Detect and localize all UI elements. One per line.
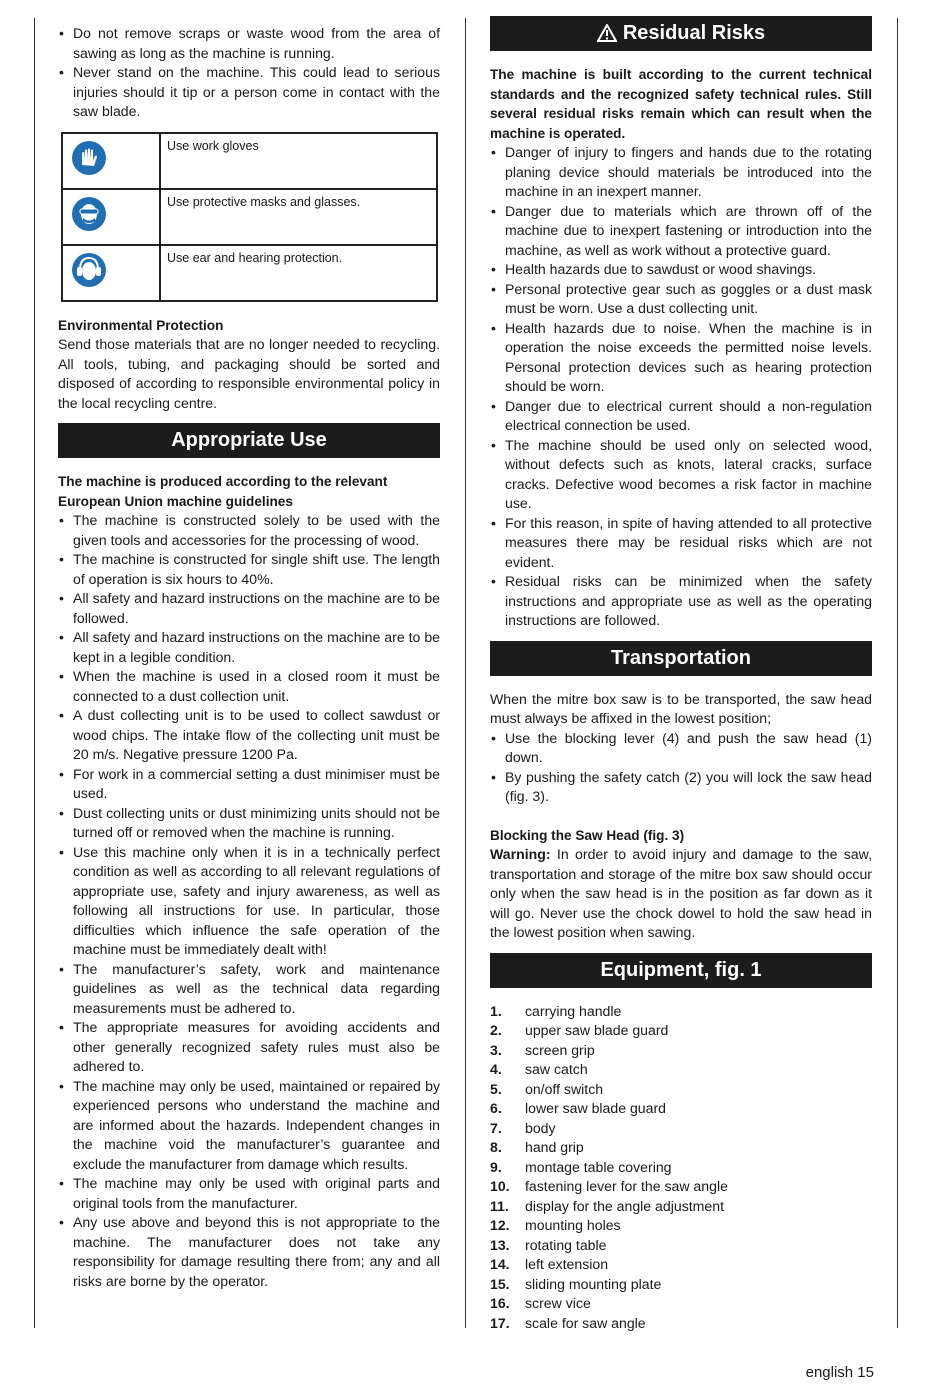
list-item: • By pushing the safety catch (2) you will lock the saw head (fig. 3). <box>490 768 872 807</box>
part-number: 2. <box>490 1022 502 1038</box>
list-item <box>490 1041 872 1061</box>
list-item: • Health hazards due to noise. When the machine is in operation the noise exceeds the permitted noise levels. Personal protection devices such as hearing protection should be worn. <box>490 319 872 397</box>
list-item: • For this reason, in spite of having attended to all protective measures there may be residual risks which are not evident. <box>490 514 872 573</box>
use-bullets <box>58 511 440 1291</box>
list-item <box>490 1314 872 1334</box>
warning-text: In order to avoid injury and damage to the saw, transportation and storage of the mitre box saw should occur only when the saw head is in the position as far down as it will go. Never use the chock dowel to hold the saw head in the lowest position when sawing. <box>490 846 872 940</box>
list-item <box>490 1099 872 1119</box>
part-name: display for the angle adjustment <box>525 1197 724 1214</box>
transport-bullets <box>490 729 872 807</box>
ppe-table <box>61 132 438 302</box>
list-item: • The machine should be used only on selected wood, without defects such as knots, lateral cracks, surface cracks. Defective wood becomes a risk factor in machine use. <box>490 436 872 514</box>
part-number: 13. <box>490 1236 510 1253</box>
right-column <box>490 16 872 1333</box>
part-name: body <box>525 1119 556 1136</box>
equipment-heading <box>490 953 872 988</box>
table-row <box>62 189 437 245</box>
part-number: 17. <box>490 1314 510 1331</box>
part-number: 4. <box>490 1061 502 1077</box>
list-item <box>490 1158 872 1178</box>
part-number: 7. <box>490 1119 502 1136</box>
transportation-heading-label: Transportation <box>610 646 751 669</box>
ear-protection-icon <box>71 252 107 288</box>
part-number: 9. <box>490 1158 502 1175</box>
part-number: 5. <box>490 1080 502 1097</box>
part-name: rotating table <box>525 1236 607 1253</box>
list-item: • Never stand on the machine. This could lead to serious injuries should it tip or a person come in contact with the saw blade. <box>58 63 440 122</box>
ppe-text: Use ear and hearing protection. <box>160 245 437 301</box>
list-item: • Use the blocking lever (4) and push the saw head (1) down. <box>490 729 872 768</box>
mask-glasses-icon <box>71 196 107 232</box>
ppe-text: Use protective masks and glasses. <box>160 189 437 245</box>
list-item: • Personal protective gear such as goggles or a dust mask must be worn. Use a dust collecting unit. <box>490 280 872 319</box>
list-item: • Health hazards due to sawdust or wood shavings. <box>490 260 872 280</box>
warning-label: Warning: <box>490 846 551 862</box>
part-name: mounting holes <box>525 1217 621 1233</box>
part-number: 15. <box>490 1275 510 1292</box>
part-name: screw vice <box>525 1295 591 1311</box>
ppe-icon-cell <box>62 189 160 245</box>
part-name: fastening lever for the saw angle <box>525 1178 728 1194</box>
residual-risks-heading <box>490 16 872 51</box>
list-item: • The manufacturer’s safety, work and maintenance guidelines as well as the technical data regarding measurements must be adhered to. <box>58 960 440 1019</box>
list-item <box>490 1119 872 1139</box>
equipment-heading-label: Equipment, fig. 1 <box>600 958 762 981</box>
list-item: • Danger of injury to fingers and hands due to the rotating planing device should materials be introduced into the machine in an inexpert manner. <box>490 143 872 202</box>
list-item <box>490 1080 872 1100</box>
list-item <box>490 1275 872 1295</box>
list-item: • The machine may only be used with original parts and original tools from the manufacturer. <box>58 1174 440 1213</box>
residual-risks-heading-label: Residual Risks <box>622 22 766 44</box>
list-item <box>490 1021 872 1041</box>
list-item <box>490 1294 872 1314</box>
part-name: lower saw blade guard <box>525 1100 667 1116</box>
table-row <box>62 245 437 301</box>
list-item <box>490 1060 872 1080</box>
part-number: 3. <box>490 1041 502 1058</box>
list-item: • The appropriate measures for avoiding accidents and other generally recognized safety rules must also be adhered to. <box>58 1018 440 1077</box>
list-item <box>490 1138 872 1158</box>
part-name: montage table covering <box>525 1158 672 1175</box>
list-item: • All safety and hazard instructions on the machine are to be followed. <box>58 589 440 628</box>
part-number: 10. <box>490 1178 510 1194</box>
part-name: hand grip <box>525 1139 584 1155</box>
parts-list <box>490 1002 872 1334</box>
part-number: 14. <box>490 1256 510 1272</box>
list-item: • Dust collecting units or dust minimizing units should not be turned off or removed when the machine is running. <box>58 804 440 843</box>
list-item: • When the machine is used in a closed room it must be connected to a dust collection unit. <box>58 667 440 706</box>
gloves-icon <box>71 140 107 176</box>
list-item: • Use this machine only when it is in a technically perfect condition as well as according to all relevant regulations of appropriate use, safety and injury awareness, as well as following all instructions for use. In particular, those difficulties which influence the safe operation of the machine must be immediately dealt with! <box>58 843 440 960</box>
ppe-icon-cell <box>62 133 160 189</box>
list-item <box>490 1236 872 1256</box>
list-item: • Danger due to electrical current should a non-regulation electrical connection be used. <box>490 397 872 436</box>
part-name: sliding mounting plate <box>525 1275 662 1292</box>
list-item: • The machine may only be used, maintained or repaired by experienced persons who understand the machine and are informed about the hazards. Independent changes in the machine void the manufacturer’s guarantee and exclude the manufacturer from damage which results. <box>58 1077 440 1175</box>
part-number: 16. <box>490 1295 510 1311</box>
warning-triangle-icon <box>597 24 617 42</box>
appropriate-use-heading <box>58 423 440 458</box>
part-name: screen grip <box>525 1041 595 1058</box>
list-item <box>490 1216 872 1236</box>
list-item: • Residual risks can be minimized when the safety instructions and appropriate use as well as the operating instructions are followed. <box>490 572 872 631</box>
part-name: saw catch <box>525 1061 588 1077</box>
list-item: • Danger due to materials which are thrown off of the machine due to inexpert fastening or introduction into the machine, as well as work without a protective guard. <box>490 202 872 261</box>
part-name: left extension <box>525 1256 609 1272</box>
list-item <box>490 1197 872 1217</box>
part-number: 12. <box>490 1217 510 1233</box>
list-item <box>490 1002 872 1022</box>
part-name: carrying handle <box>525 1002 622 1019</box>
page-number: english 15 <box>805 1364 874 1381</box>
list-item <box>490 1255 872 1275</box>
risks-intro: The machine is built according to the current technical standards and the recognized safety technical rules. Still several residual risks remain which can result when the machine is operated. <box>490 67 872 141</box>
list-item: • The machine is constructed solely to be used with the given tools and accessories for the processing of wood. <box>58 511 440 550</box>
list-item: • The machine is constructed for single shift use. The length of operation is six hours to 40%. <box>58 550 440 589</box>
blocking-heading: Blocking the Saw Head (fig. 3) <box>490 827 685 843</box>
part-number: 8. <box>490 1139 502 1155</box>
list-item: • Do not remove scraps or waste wood from the area of sawing as long as the machine is running. <box>58 24 440 63</box>
intro-bullets <box>58 24 440 122</box>
right-margin-rule <box>897 18 898 1328</box>
risks-bullets <box>490 143 872 631</box>
list-item <box>490 1177 872 1197</box>
transport-intro: When the mitre box saw is to be transported, the saw head must always be affixed in the lowest position; <box>490 690 872 726</box>
center-column-rule <box>465 18 466 1328</box>
ppe-text: Use work gloves <box>160 133 437 189</box>
ppe-icon-cell <box>62 245 160 301</box>
part-name: on/off switch <box>525 1080 604 1097</box>
list-item: • A dust collecting unit is to be used to collect sawdust or wood chips. The intake flow of the collecting unit must be 20 m/s. Negative pressure 1200 Pa. <box>58 706 440 765</box>
part-name: scale for saw angle <box>525 1314 646 1331</box>
part-number: 6. <box>490 1100 502 1116</box>
appropriate-use-heading-label: Appropriate Use <box>171 429 327 451</box>
env-text: Send those materials that are no longer needed to recycling. All tools, tubing, and packaging should be sorted and disposed of according to responsible environmental policy in the local recycling centre. <box>58 336 440 411</box>
part-name: upper saw blade guard <box>525 1022 669 1038</box>
list-item: • All safety and hazard instructions on the machine are to be kept in a legible condition. <box>58 628 440 667</box>
list-item: • Any use above and beyond this is not appropriate to the machine. The manufacturer does not take any responsibility for damage resulting there from; any and all risks are borne by the operator. <box>58 1213 440 1291</box>
left-column <box>58 24 440 1291</box>
list-item: • For work in a commercial setting a dust minimiser must be used. <box>58 765 440 804</box>
left-margin-rule <box>34 18 35 1328</box>
env-heading: Environmental Protection <box>58 317 224 333</box>
transportation-heading <box>490 641 872 676</box>
warning-paragraph <box>490 845 872 943</box>
part-number: 11. <box>490 1197 509 1214</box>
use-intro: The machine is produced according to the relevant European Union machine guidelines <box>58 474 388 509</box>
table-row <box>62 133 437 189</box>
part-number: 1. <box>490 1002 502 1019</box>
